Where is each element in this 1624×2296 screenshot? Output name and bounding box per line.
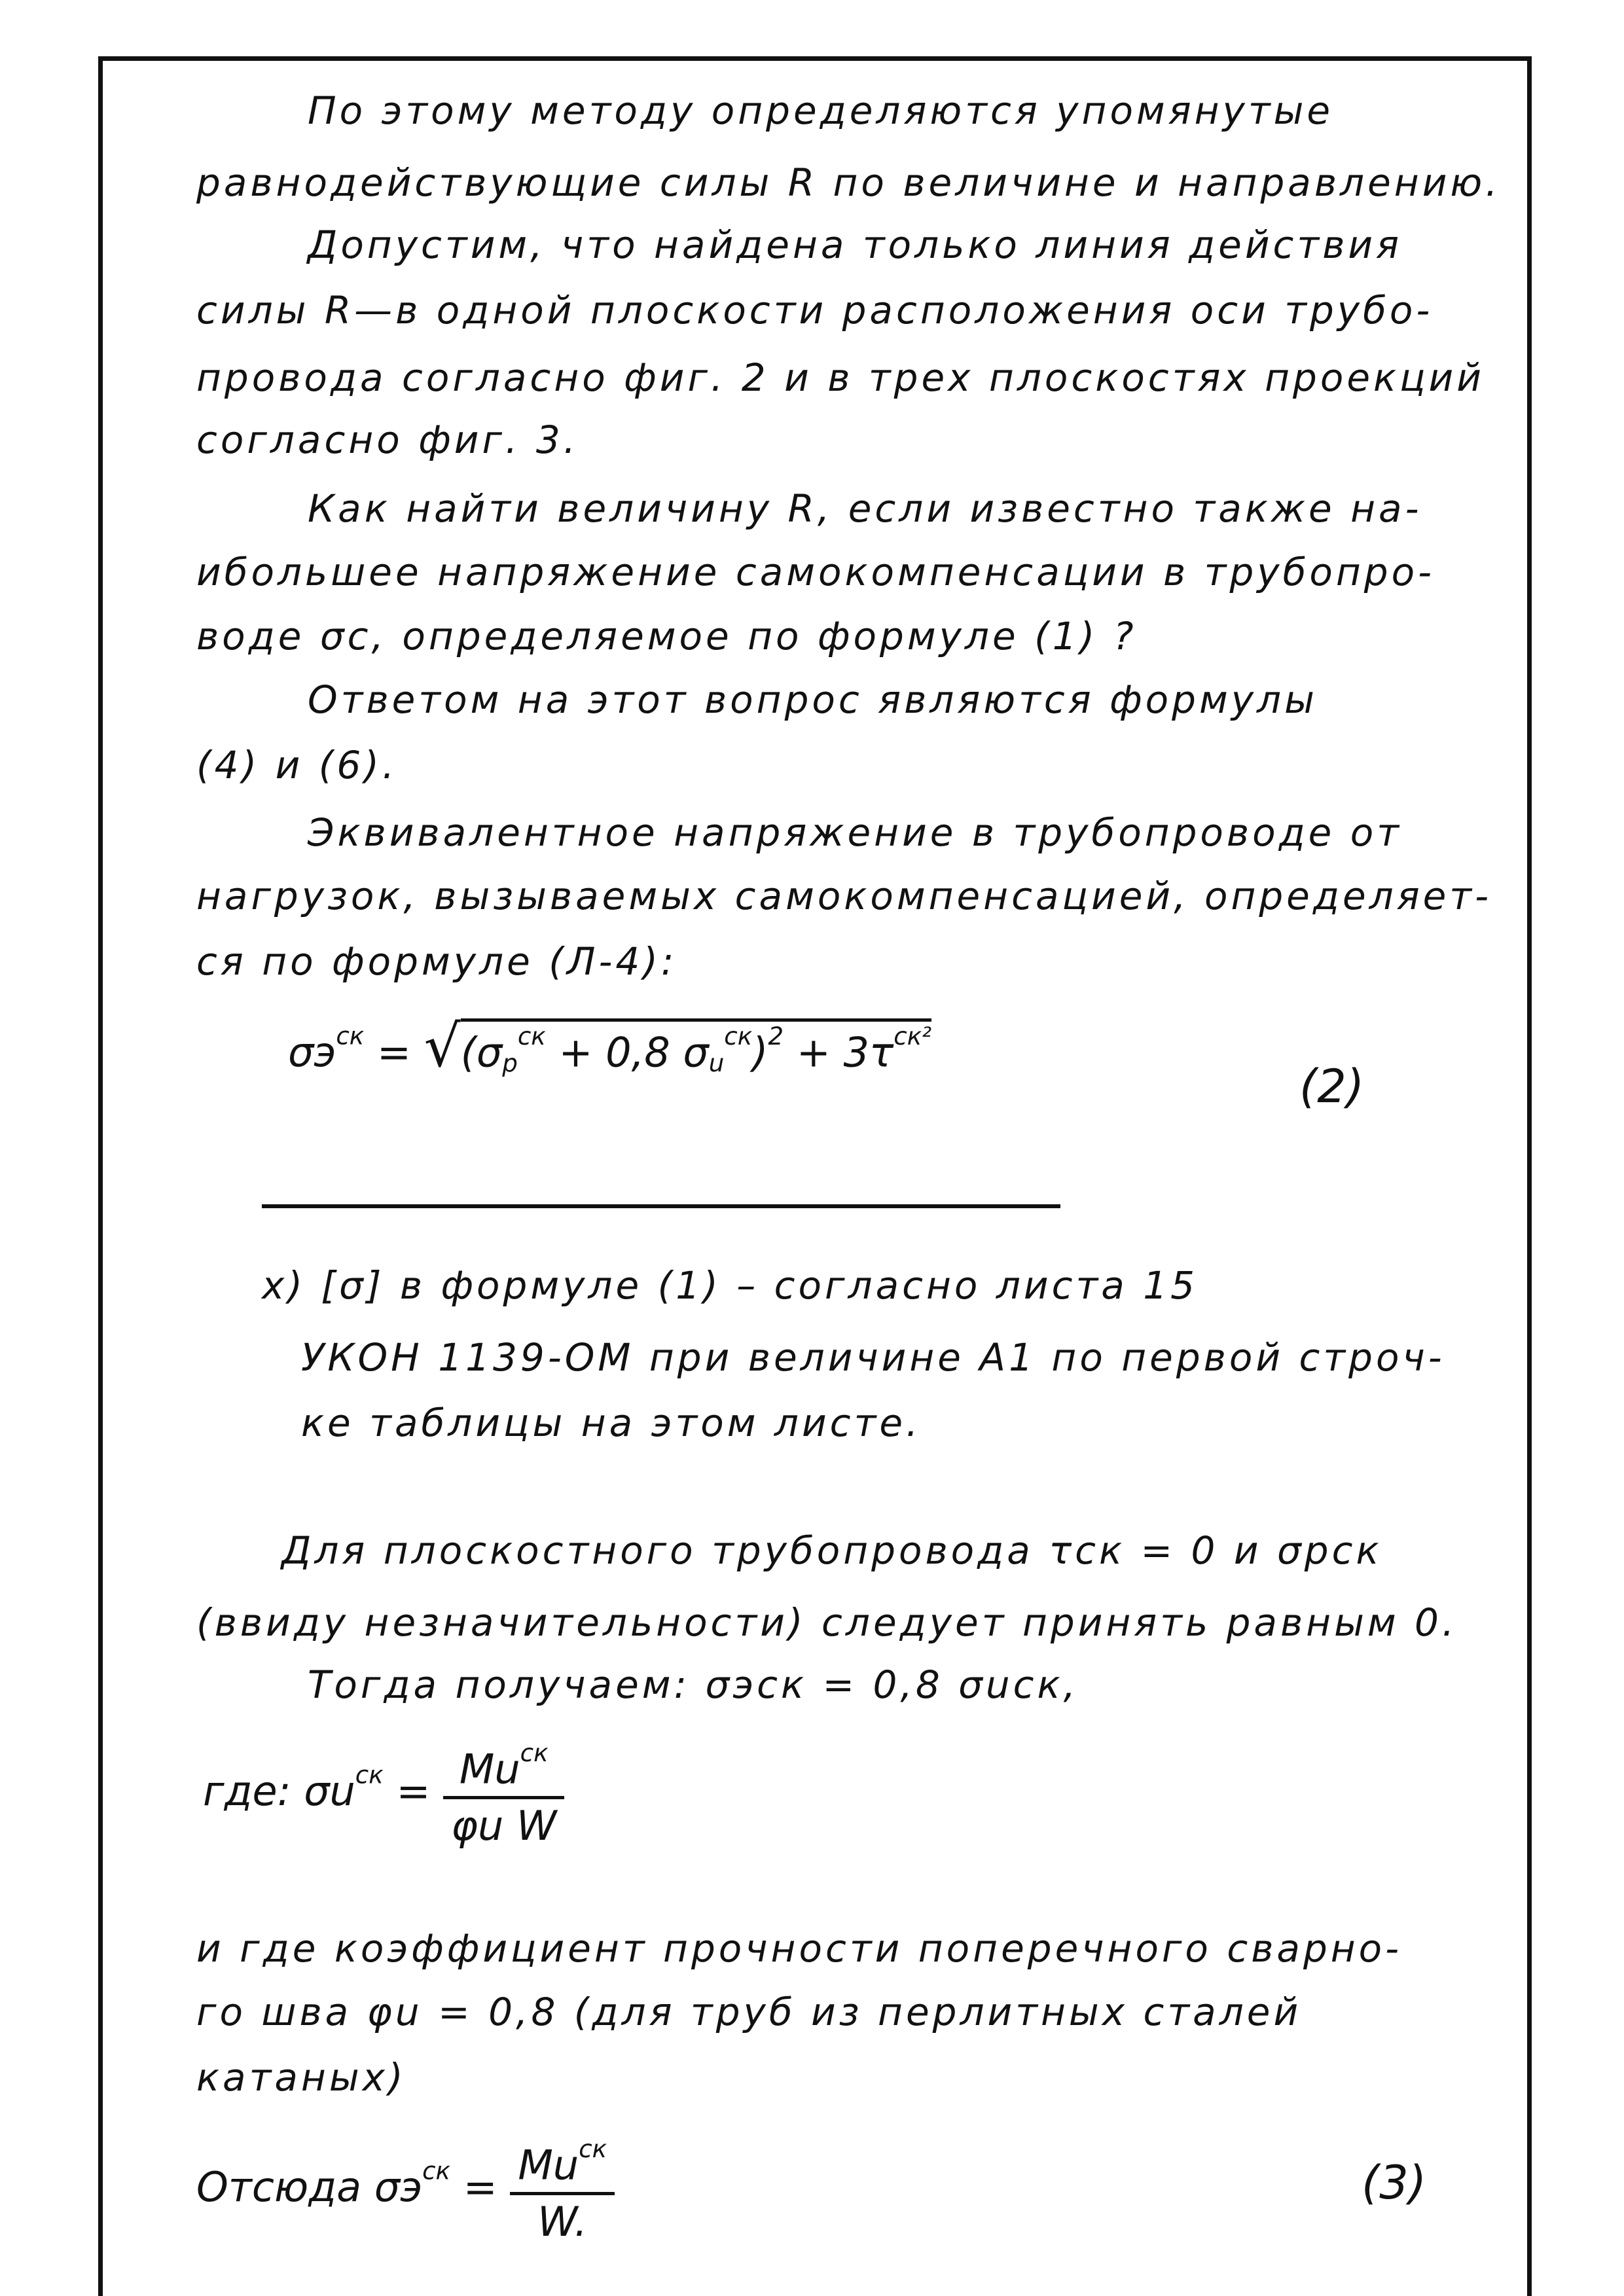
- footnote-separator: [262, 1204, 1060, 1208]
- text-line-11: (4) и (6).: [196, 743, 398, 787]
- equation-number-3: (3): [1362, 2156, 1427, 2210]
- formula2-p-sub: р: [502, 1048, 518, 1077]
- formula-su-lhs-sup: ск: [355, 1760, 384, 1789]
- formula3-num: Mu: [518, 2141, 579, 2189]
- text-line-13: нагрузок, вызываемых самокомпенсацией, определяет-: [196, 874, 1492, 918]
- formula3-lhs-sup: ск: [422, 2156, 451, 2185]
- footnote-line-1: х) [σ] в формуле (1) – согласно листа 15: [262, 1263, 1199, 1308]
- text-line-18: и где коэффициент прочности поперечного сварно-: [196, 1926, 1403, 1971]
- formula3-lhs: σэ: [374, 2162, 423, 2211]
- formula2-u-sup: ск: [724, 1021, 753, 1050]
- text-line-3: Допустим, что найдена только линия действия: [308, 223, 1402, 267]
- formula-su-fraction: [443, 1738, 564, 1850]
- formula-su-prefix: где:: [203, 1767, 291, 1815]
- formula2-square: 2: [768, 1021, 784, 1050]
- formula2-eq: =: [376, 1028, 411, 1076]
- page-frame-top: [98, 56, 1532, 61]
- footnote-line-2: УКОН 1139-ОМ при величине A1 по первой строч-: [301, 1335, 1445, 1380]
- formula3-den: W.: [537, 2198, 588, 2246]
- formula-su-lhs: σu: [304, 1767, 355, 1815]
- text-line-10: Ответом на этот вопрос являются формулы: [308, 677, 1318, 722]
- text-line-1: По этому методу определяются упомянутые: [308, 88, 1334, 133]
- footnote-line-3: ке таблицы на этом листе.: [301, 1401, 922, 1445]
- formula2-open: (σ: [460, 1028, 503, 1076]
- formula2-coef: + 0,8 σ: [558, 1028, 709, 1076]
- text-line-5: провода согласно фиг. 2 и в трех плоскостях проекций: [196, 355, 1485, 400]
- formula-su-num-sup: ск: [520, 1738, 549, 1767]
- text-line-12: Эквивалентное напряжение в трубопроводе от: [308, 810, 1403, 855]
- text-line-20: катаных): [196, 2055, 406, 2100]
- formula-su-den: φu W: [451, 1802, 557, 1850]
- text-line-17: Тогда получаем: σэск = 0,8 σuск,: [308, 1662, 1079, 1707]
- formula2-p-sup: ск: [517, 1021, 546, 1050]
- page-frame-right: [1527, 56, 1532, 2296]
- formula2-tau-sup: ск²: [893, 1021, 932, 1050]
- equation-number-2: (2): [1299, 1060, 1365, 1113]
- formula-final-stress: [196, 2134, 615, 2246]
- formula3-fraction: [510, 2134, 615, 2246]
- formula2-u-sub: u: [708, 1048, 725, 1077]
- page-frame-left: [98, 56, 103, 2296]
- formula-equivalent-stress: [288, 1013, 932, 1080]
- text-line-15: Для плоскостного трубопровода τск = 0 и σрск: [281, 1528, 1382, 1573]
- formula2-close: ): [752, 1028, 768, 1076]
- formula3-prefix: Отсюда: [196, 2162, 362, 2211]
- text-line-14: ся по формуле (Л-4):: [196, 939, 677, 984]
- text-line-9: воде σc, определяемое по формуле (1) ?: [196, 614, 1137, 658]
- text-line-19: го шва φu = 0,8 (для труб из перлитных сталей: [196, 1990, 1302, 2034]
- text-line-8: ибольшее напряжение самокомпенсации в трубопро-: [196, 550, 1435, 594]
- formula-su-num: Mu: [459, 1745, 520, 1793]
- formula2-radicand: [461, 1018, 931, 1075]
- text-line-6: согласно фиг. 3.: [196, 418, 579, 462]
- formula2-tau: + 3τ: [796, 1028, 894, 1076]
- formula3-eq: =: [463, 2162, 497, 2211]
- text-line-16: (ввиду незначительности) следует принять равным 0.: [196, 1600, 1458, 1645]
- text-line-7: Как найти величину R, если известно также на-: [308, 486, 1422, 531]
- formula-bending-stress: [203, 1738, 564, 1850]
- formula2-lhs: σэ: [288, 1028, 336, 1076]
- text-line-4: силы R—в одной плоскости расположения оси трубо-: [196, 288, 1434, 332]
- formula-su-eq: =: [396, 1767, 431, 1815]
- formula2-root-sign: √: [424, 1013, 461, 1080]
- text-line-2: равнодействующие силы R по величине и направлению.: [196, 160, 1501, 205]
- formula2-lhs-sup: ск: [336, 1021, 365, 1050]
- formula3-num-sup: ск: [579, 2134, 607, 2163]
